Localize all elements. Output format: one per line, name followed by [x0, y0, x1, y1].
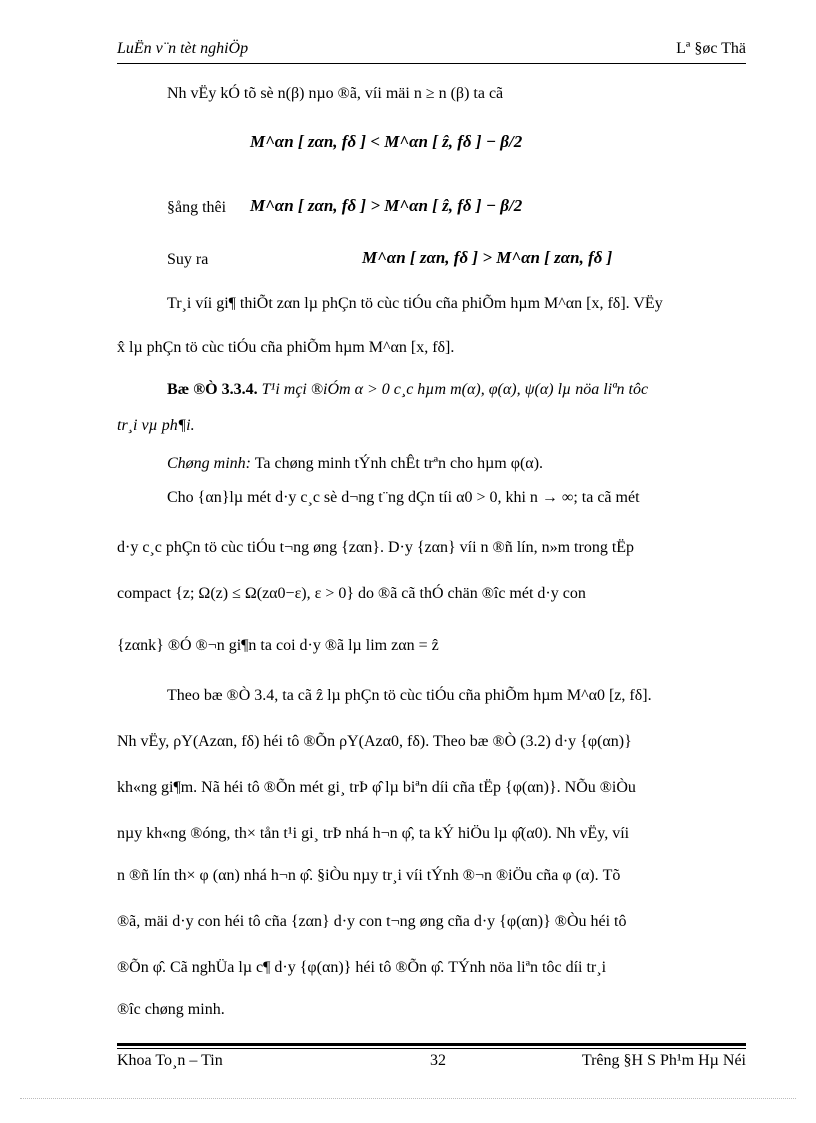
paragraph-line: ®ã, mäi d·y con héi tô cña {zαn} d·y con t¬ng øng cña d·y {φ(αn)} ®Òu héi tô: [117, 913, 627, 930]
footer-rule: [117, 1043, 746, 1046]
equation-2: M^αn [ zαn, fδ ] > M^αn [ ẑ, fδ ] − β/2: [250, 196, 523, 215]
proof-line: [167, 454, 746, 474]
paragraph-line: n ®ñ lín th× φ (αn) nhá h¬n φ̂. §iÒu nµy tr¸i víi tÝnh ®¬n ®iÖu cña φ (α). Tõ: [117, 867, 621, 884]
equation-1: M^αn [ zαn, fδ ] < M^αn [ ẑ, fδ ] − β/2: [250, 132, 523, 151]
paragraph-line: Cho {αn}lµ mét d·y c¸c sè d¬ng t¨ng dÇn tíi α0 > 0, khi n → ∞; ta cã mét: [167, 489, 640, 506]
header-right: Lª §øc Thä: [676, 40, 746, 57]
paragraph-line: nµy kh«ng ®óng, th× tån t¹i gi¸ trÞ nhá h¬n φ̂, ta kÝ hiÖu lµ φ̂(α0). Nh vËy, víi: [117, 825, 630, 842]
paragraph-line: ®îc chøng minh.: [117, 1001, 225, 1018]
paragraph-line: Tr¸i víi gi¶ thiÕt zαn lµ phÇn tö cùc tiÓu cña phiÕm hµm M^αn [x, fδ]. VËy: [167, 295, 663, 312]
footer-right: Trêng §H S Ph¹m Hµ Néi: [581, 1052, 746, 1069]
paragraph-line: Nh vËy, ρY(Azαn, fδ) héi tô ®Õn ρY(Azα0, fδ). Theo bæ ®Ò (3.2) d·y {φ(αn)}: [117, 733, 632, 750]
page-header: [117, 36, 746, 62]
equation-3-lead: Suy ra: [167, 251, 209, 268]
paragraph-line: compact {z; Ω(z) ≤ Ω(zα0−ε), ε > 0} do ®ã cã thÓ chän ®îc mét d·y con: [117, 585, 586, 602]
equation-2-lead: §ång thêi: [167, 199, 227, 216]
lemma-statement-cont: tr¸i vµ ph¶i.: [117, 417, 195, 434]
page-number: 32: [430, 1052, 446, 1069]
paragraph-line: d·y c¸c phÇn tö cùc tiÓu t¬ng øng {zαn}. D·y {zαn} víi n ®ñ lín, n»m trong tËp: [117, 539, 635, 556]
equation-3: M^αn [ zαn, fδ ] > M^αn [ zαn, fδ ]: [362, 248, 613, 267]
header-left: LuËn v¨n tèt nghiÖp: [117, 40, 249, 57]
paragraph-line: Theo bæ ®Ò 3.4, ta cã ẑ lµ phÇn tö cùc tiÓu cña phiÕm hµm M^α0 [z, fδ].: [167, 687, 652, 704]
lemma-label: Bæ ®Ò 3.3.4.: [167, 381, 258, 398]
page-edge-divider: [20, 1098, 796, 1099]
paragraph-line: kh«ng gi¶m. Nã héi tô ®Õn mét gi¸ trÞ φ̂ lµ biªn díi cña tËp {φ(αn)}. NÕu ®iÒu: [117, 779, 636, 796]
lemma-line: [167, 380, 746, 400]
proof-label: Chøng minh:: [167, 455, 251, 472]
paragraph-line: Nh vËy kÓ tõ sè n(β) nµo ®ã, víi mäi n ≥ n (β) ta cã: [167, 85, 504, 102]
footer-left: Khoa To¸n – Tin: [117, 1052, 223, 1069]
proof-text: Ta chøng minh tÝnh chÊt trªn cho hµm φ(α).: [254, 455, 544, 472]
footer-rule-thin: [117, 1048, 746, 1049]
header-rule: [117, 63, 746, 64]
paragraph-line: ®Õn φ̂. Cã nghÜa lµ c¶ d·y {φ(αn)} héi tô ®Õn φ̂. TÝnh nöa liªn tôc díi tr¸i: [117, 959, 607, 976]
lemma-statement: T¹i mçi ®iÓm α > 0 c¸c hµm m(α), φ(α), ψ(α) lµ nöa liªn tôc: [261, 381, 649, 398]
paragraph-line: x̂ lµ phÇn tö cùc tiÓu cña phiÕm hµm M^αn [x, fδ].: [117, 339, 455, 356]
paragraph-line: {zαnk} ®Ó ®¬n gi¶n ta coi d·y ®ã lµ lim zαn = ẑ: [117, 637, 439, 654]
page-footer: [117, 1052, 746, 1074]
